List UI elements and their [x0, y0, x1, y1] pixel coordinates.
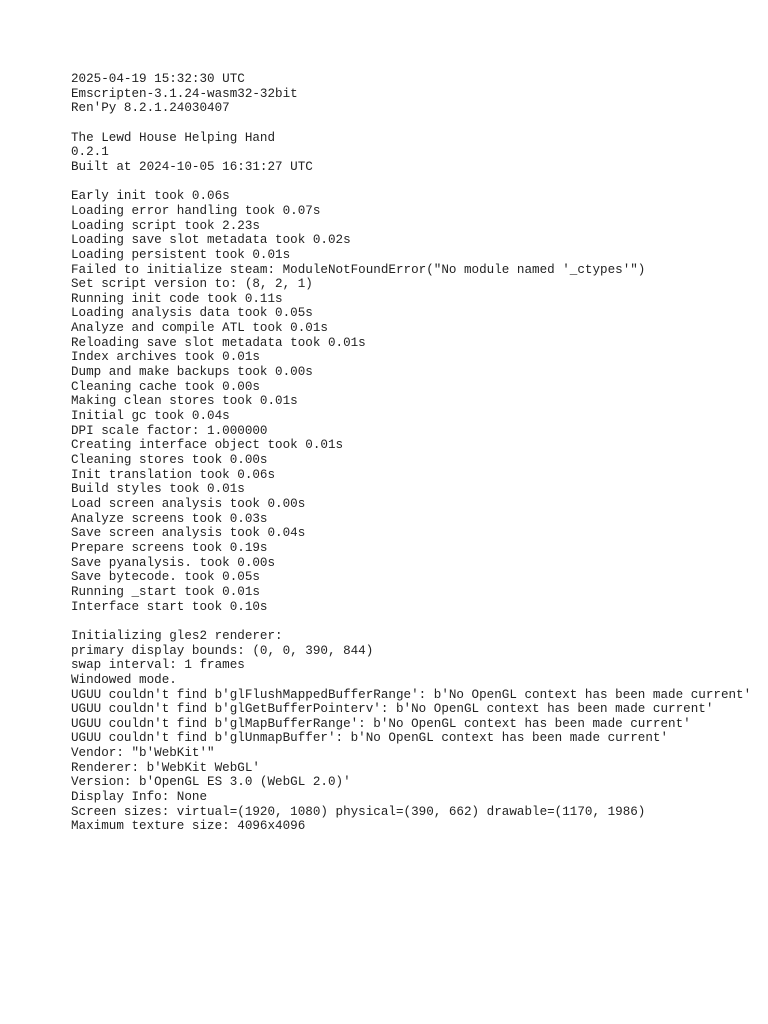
log-line: swap interval: 1 frames — [71, 658, 245, 673]
log-line: UGUU couldn't find b'glFlushMappedBufferRange': b'No OpenGL context has been made current' — [71, 687, 752, 702]
log-line: Loading persistent took 0.01s — [71, 247, 291, 262]
log-line: Initial gc took 0.04s — [71, 409, 230, 424]
log-line: Early init took 0.06s — [71, 189, 230, 204]
log-line: UGUU couldn't find b'glUnmapBuffer': b'No OpenGL context has been made current' — [71, 731, 669, 746]
log-line: Loading script took 2.23s — [71, 218, 260, 233]
log-line: Version: b'OpenGL ES 3.0 (WebGL 2.0)' — [71, 775, 351, 790]
log-line: Cleaning stores took 0.00s — [71, 453, 268, 468]
log-line: Ren'Py 8.2.1.24030407 — [71, 101, 230, 116]
log-line: Screen sizes: virtual=(1920, 1080) physical=(390, 662) drawable=(1170, 1986) — [71, 804, 646, 819]
log-line: Analyze screens took 0.03s — [71, 511, 268, 526]
log-line: Maximum texture size: 4096x4096 — [71, 819, 306, 834]
log-line: Prepare screens took 0.19s — [71, 540, 268, 555]
log-line: Save screen analysis took 0.04s — [71, 526, 306, 541]
log-line: Initializing gles2 renderer: — [71, 628, 283, 643]
log-line: Set script version to: (8, 2, 1) — [71, 277, 313, 292]
log-line: 2025-04-19 15:32:30 UTC — [71, 72, 245, 86]
console-log — [71, 72, 761, 849]
log-line: Load screen analysis took 0.00s — [71, 497, 306, 511]
log-line: Vendor: "b'WebKit'" — [71, 746, 215, 761]
log-line: Analyze and compile ATL took 0.01s — [71, 321, 328, 336]
log-line: Loading analysis data took 0.05s — [71, 306, 313, 321]
log-line: Creating interface object took 0.01s — [71, 438, 344, 453]
log-line: DPI scale factor: 1.000000 — [71, 423, 268, 438]
log-line: UGUU couldn't find b'glGetBufferPointerv': b'No OpenGL context has been made current' — [71, 702, 714, 717]
log-line: Reloading save slot metadata took 0.01s — [71, 335, 366, 350]
log-line: Loading save slot metadata took 0.02s — [71, 233, 351, 248]
log-renderer-block — [71, 629, 761, 834]
log-line: Save pyanalysis. took 0.00s — [71, 555, 276, 570]
log-line: Dump and make backups took 0.00s — [71, 365, 313, 380]
log-line: Built at 2024-10-05 16:31:27 UTC — [71, 159, 313, 174]
log-line: primary display bounds: (0, 0, 390, 844) — [71, 643, 374, 658]
log-line: Loading error handling took 0.07s — [71, 203, 321, 218]
log-header-block — [71, 72, 761, 116]
log-line: Failed to initialize steam: ModuleNotFoundError("No module named '_ctypes'") — [71, 262, 646, 277]
log-line: Display Info: None — [71, 790, 208, 805]
log-line: Init translation took 0.06s — [71, 467, 276, 482]
log-line: Running _start took 0.01s — [71, 584, 260, 599]
log-line: Making clean stores took 0.01s — [71, 394, 298, 409]
log-line: 0.2.1 — [71, 145, 109, 160]
log-line: Build styles took 0.01s — [71, 482, 245, 497]
log-line: Save bytecode. took 0.05s — [71, 570, 260, 585]
log-line: Emscripten-3.1.24-wasm32-32bit — [71, 86, 298, 101]
log-line: Cleaning cache took 0.00s — [71, 379, 260, 394]
log-line: Running init code took 0.11s — [71, 291, 283, 306]
log-line: Windowed mode. — [71, 672, 177, 687]
log-line: The Lewd House Helping Hand — [71, 130, 276, 145]
log-game-block — [71, 131, 761, 175]
log-line: Renderer: b'WebKit WebGL' — [71, 760, 260, 775]
log-init-block — [71, 189, 761, 614]
log-line: Index archives took 0.01s — [71, 350, 260, 365]
log-line: UGUU couldn't find b'glMapBufferRange': b'No OpenGL context has been made current' — [71, 716, 691, 731]
log-line: Interface start took 0.10s — [71, 599, 268, 614]
